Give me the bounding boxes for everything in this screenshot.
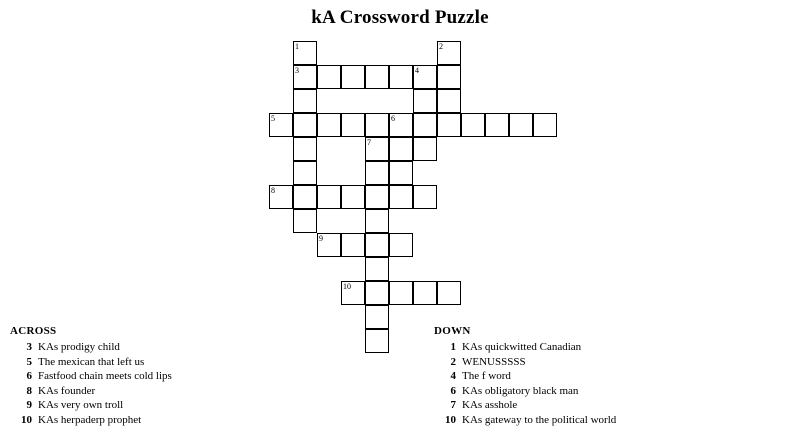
clue-number: 10 (21, 413, 32, 426)
clue-number: 5 (26, 355, 32, 368)
grid-cell[interactable] (365, 161, 389, 185)
grid-cell[interactable] (389, 281, 413, 305)
clue-text: KAs asshole (462, 399, 518, 411)
down-clues (434, 325, 794, 427)
clue-number: 10 (445, 413, 456, 426)
clue-item (10, 384, 410, 399)
grid-cell[interactable] (389, 113, 413, 137)
grid-cell[interactable] (413, 185, 437, 209)
grid-cell[interactable] (365, 113, 389, 137)
grid-cell-number: 3 (295, 66, 299, 75)
clue-number: 7 (450, 399, 456, 411)
grid-cell-number: 10 (343, 282, 351, 291)
down-heading: DOWN (434, 325, 471, 337)
clue-number: 4 (450, 370, 456, 382)
clue-item (10, 413, 410, 428)
clue-number: 1 (450, 341, 456, 353)
grid-cell[interactable] (365, 233, 389, 257)
grid-cell[interactable] (437, 281, 461, 305)
grid-cell[interactable] (413, 281, 437, 305)
grid-cell[interactable] (413, 113, 437, 137)
clue-item (10, 369, 410, 384)
grid-cell[interactable] (485, 113, 509, 137)
grid-cell[interactable] (509, 113, 533, 137)
clue-number: 9 (26, 399, 32, 411)
grid-cell[interactable] (293, 161, 317, 185)
clue-text: KAs gateway to the political world (462, 413, 617, 426)
grid-cell[interactable] (389, 161, 413, 185)
grid-cell[interactable] (365, 185, 389, 209)
grid-cell[interactable] (293, 89, 317, 113)
grid-cell-number: 1 (295, 42, 299, 51)
clue-item (434, 369, 794, 384)
clue-number: 2 (450, 355, 456, 368)
clue-number: 6 (26, 370, 32, 382)
grid-cell[interactable] (293, 185, 317, 209)
grid-cell[interactable] (317, 185, 341, 209)
clue-text: KAs quickwitted Canadian (462, 341, 582, 353)
grid-cell-number: 5 (271, 114, 275, 123)
clue-text: KAs founder (38, 384, 96, 397)
grid-cell[interactable] (365, 209, 389, 233)
grid-cell[interactable] (317, 65, 341, 89)
grid-cell-number: 9 (319, 234, 323, 243)
grid-cell[interactable] (341, 185, 365, 209)
grid-cell[interactable] (437, 113, 461, 137)
grid-cell[interactable] (293, 113, 317, 137)
grid-cell[interactable] (365, 65, 389, 89)
clue-text: WENUSSSSS (462, 355, 526, 368)
clue-text: KAs obligatory black man (462, 384, 579, 397)
clue-text: KAs very own troll (38, 399, 124, 411)
grid-cell-number: 2 (439, 42, 443, 51)
grid-cell[interactable] (389, 137, 413, 161)
grid-cell[interactable] (413, 137, 437, 161)
grid-cell-number: 4 (415, 66, 419, 75)
clue-text: The mexican that left us (38, 355, 145, 368)
grid-cell[interactable] (437, 41, 461, 65)
grid-cell[interactable] (317, 233, 341, 257)
across-clue-list (10, 340, 410, 427)
clue-number: 6 (450, 384, 456, 397)
clue-number: 3 (26, 341, 32, 353)
grid-cell[interactable] (269, 113, 293, 137)
grid-cell[interactable] (341, 65, 365, 89)
grid-cell[interactable] (437, 65, 461, 89)
grid-cell[interactable] (341, 281, 365, 305)
grid-cell[interactable] (413, 65, 437, 89)
grid-cell[interactable] (365, 137, 389, 161)
grid-cell[interactable] (461, 113, 485, 137)
grid-cell[interactable] (293, 209, 317, 233)
grid-cell[interactable] (341, 113, 365, 137)
grid-cell[interactable] (533, 113, 557, 137)
grid-cell[interactable] (317, 113, 341, 137)
crossword-grid-container (0, 41, 800, 301)
grid-cell[interactable] (389, 65, 413, 89)
grid-cell[interactable] (293, 65, 317, 89)
grid-cell[interactable] (389, 233, 413, 257)
grid-cell[interactable] (269, 185, 293, 209)
clue-item (434, 413, 794, 428)
page-title: kA Crossword Puzzle (311, 7, 489, 28)
clue-item (434, 340, 794, 355)
clue-text: Fastfood chain meets cold lips (38, 370, 172, 382)
clue-item (10, 398, 410, 413)
clue-item (434, 398, 794, 413)
clue-item (10, 340, 410, 355)
across-clues (10, 325, 410, 427)
clue-text: KAs herpaderp prophet (38, 413, 142, 426)
grid-cell[interactable] (293, 137, 317, 161)
clue-number: 8 (26, 384, 32, 397)
clue-item (434, 384, 794, 399)
grid-cell[interactable] (389, 185, 413, 209)
down-clue-list (434, 340, 794, 427)
clue-text: The f word (462, 370, 511, 382)
clue-item (434, 355, 794, 370)
grid-cell-number: 6 (391, 114, 395, 123)
grid-cell-number: 8 (271, 186, 275, 195)
clue-text: KAs prodigy child (38, 341, 120, 353)
grid-cell[interactable] (365, 281, 389, 305)
grid-cell[interactable] (365, 257, 389, 281)
grid-cell[interactable] (437, 89, 461, 113)
grid-cell[interactable] (293, 41, 317, 65)
clue-item (10, 355, 410, 370)
across-heading: ACROSS (10, 325, 57, 337)
grid-cell[interactable] (413, 89, 437, 113)
grid-cell-number: 7 (367, 138, 371, 147)
grid-cell[interactable] (341, 233, 365, 257)
